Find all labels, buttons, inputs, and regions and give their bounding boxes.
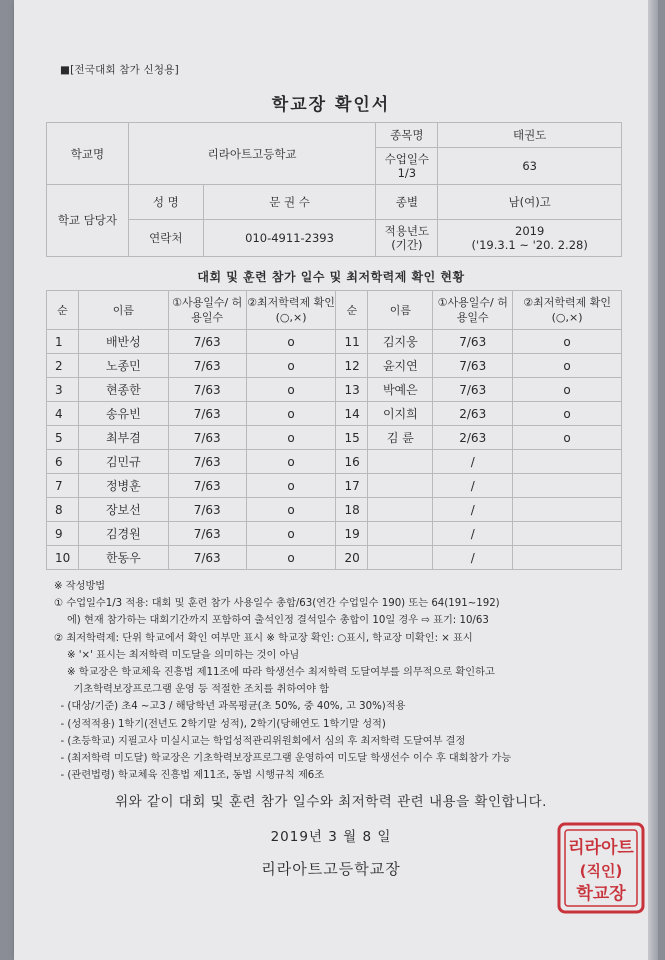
header-days: ①사용일수/ 허용일수 bbox=[168, 291, 246, 330]
school-name-label: 학교명 bbox=[47, 123, 129, 185]
student-name: 김지웅 bbox=[368, 330, 433, 354]
roster-no: 9 bbox=[47, 522, 79, 546]
table-row bbox=[47, 498, 622, 522]
form-usage-note: ■[전국대회 참가 신청용] bbox=[60, 64, 179, 76]
used-days: 2/63 bbox=[433, 402, 513, 426]
instruction-line: - (최저학력 미도달) 학교장은 기초학력보장프로그램 운영하여 미도달 학생선수 이수 후 대회참가 가능 bbox=[54, 753, 512, 765]
academic-check: o bbox=[246, 330, 336, 354]
academic-check: o bbox=[513, 426, 622, 450]
instruction-line: 에) 현재 참가하는 대회기간까지 포함하여 출석인정 결석일수 총합이 10일 경우 ⇨ 표기: 10/63 bbox=[54, 615, 489, 627]
instruction-line: - (초등학교) 지필고사 미실시교는 학업성적관리위원회에서 심의 후 최저학력 도달여부 결정 bbox=[54, 735, 466, 747]
period-year: 2019 bbox=[515, 224, 545, 238]
academic-check: o bbox=[246, 402, 336, 426]
used-days: 7/63 bbox=[168, 330, 246, 354]
used-days: 7/63 bbox=[168, 474, 246, 498]
instruction-line: 기초학력보장프로그램 운영 등 적절한 조치를 취하여야 함 bbox=[54, 684, 330, 696]
used-days: 7/63 bbox=[168, 522, 246, 546]
roster-section-title: 대회 및 훈련 참가 일수 및 최저학력제 확인 현황 bbox=[197, 270, 465, 284]
class-days-value: 63 bbox=[438, 148, 622, 185]
used-days: 7/63 bbox=[433, 378, 513, 402]
document-page bbox=[14, 0, 648, 960]
school-name-value: 리라아트고등학교 bbox=[128, 123, 376, 185]
academic-check: o bbox=[246, 426, 336, 450]
instruction-line: ② 최저학력제: 단위 학교에서 확인 여부만 표시 ※ 학교장 확인: ○표시, 학교장 미확인: × 표시 bbox=[54, 632, 473, 644]
academic-check bbox=[513, 498, 622, 522]
used-days: 7/63 bbox=[168, 498, 246, 522]
staff-name-label: 성 명 bbox=[128, 185, 203, 220]
period-label: 적용년도 (기간) bbox=[376, 220, 438, 257]
academic-check: o bbox=[246, 522, 336, 546]
header-no: 순 bbox=[336, 291, 368, 330]
student-name bbox=[368, 450, 433, 474]
roster-no: 3 bbox=[47, 378, 79, 402]
academic-check: o bbox=[513, 378, 622, 402]
instruction-line: ※ 학교장은 학교체육 진흥법 제11조에 따라 학생선수 최저학력 도달여부를 의무적으로 확인하고 bbox=[54, 667, 495, 679]
used-days: / bbox=[433, 546, 513, 570]
table-row bbox=[47, 330, 622, 354]
used-days: 7/63 bbox=[168, 426, 246, 450]
student-name: 현종한 bbox=[78, 378, 168, 402]
roster-body bbox=[47, 330, 622, 570]
table-row bbox=[47, 426, 622, 450]
table-row bbox=[47, 402, 622, 426]
academic-check bbox=[513, 522, 622, 546]
student-name bbox=[368, 474, 433, 498]
header-check: ②최저학력제 확인(○,×) bbox=[246, 291, 336, 330]
seal-text-top: 리라아트 bbox=[568, 838, 634, 858]
staff-contact-value: 010-4911-2393 bbox=[203, 220, 376, 257]
student-name: 한동우 bbox=[78, 546, 168, 570]
instruction-line: - (대상/기준) 초4 ~고3 / 해당학년 과목평균(초 50%, 중 40%, 고 30%)적용 bbox=[54, 701, 406, 713]
participation-roster-table bbox=[46, 290, 622, 570]
academic-check: o bbox=[513, 402, 622, 426]
school-info-table bbox=[46, 122, 622, 257]
header-name: 이름 bbox=[78, 291, 168, 330]
roster-no: 13 bbox=[336, 378, 368, 402]
gender-value: 남(여)고 bbox=[438, 185, 622, 220]
roster-no: 10 bbox=[47, 546, 79, 570]
roster-no: 14 bbox=[336, 402, 368, 426]
used-days: 7/63 bbox=[168, 354, 246, 378]
roster-no: 19 bbox=[336, 522, 368, 546]
student-name: 김 륜 bbox=[368, 426, 433, 450]
table-row bbox=[47, 450, 622, 474]
academic-check bbox=[513, 450, 622, 474]
table-row bbox=[47, 474, 622, 498]
sport-value: 태권도 bbox=[438, 123, 622, 148]
student-name: 이지희 bbox=[368, 402, 433, 426]
student-name: 정병훈 bbox=[78, 474, 168, 498]
roster-no: 4 bbox=[47, 402, 79, 426]
academic-check: o bbox=[513, 330, 622, 354]
staff-name-value: 문 권 수 bbox=[203, 185, 376, 220]
roster-header-row bbox=[47, 291, 622, 330]
roster-no: 7 bbox=[47, 474, 79, 498]
used-days: / bbox=[433, 450, 513, 474]
roster-no: 20 bbox=[336, 546, 368, 570]
academic-check bbox=[513, 474, 622, 498]
instruction-line: ※ '×' 표시는 최저학력 미도달을 의미하는 것이 아님 bbox=[54, 649, 300, 661]
used-days: 7/63 bbox=[433, 330, 513, 354]
principal-signature: 리라아트고등학교장 bbox=[261, 860, 401, 878]
period-range: ('19.3.1 ~ '20. 2.28) bbox=[471, 238, 588, 252]
document-title: 학교장 확인서 bbox=[271, 95, 391, 115]
academic-check: o bbox=[246, 378, 336, 402]
student-name: 박예은 bbox=[368, 378, 433, 402]
used-days: 7/63 bbox=[168, 450, 246, 474]
academic-check bbox=[513, 546, 622, 570]
student-name: 배반성 bbox=[78, 330, 168, 354]
header-no: 순 bbox=[47, 291, 79, 330]
table-row bbox=[47, 354, 622, 378]
header-days: ①사용일수/ 허용일수 bbox=[433, 291, 513, 330]
used-days: 7/63 bbox=[168, 546, 246, 570]
student-name: 최부겸 bbox=[78, 426, 168, 450]
used-days: / bbox=[433, 474, 513, 498]
staff-label: 학교 담당자 bbox=[47, 185, 129, 257]
confirmation-statement: 위와 같이 대회 및 훈련 참가 일수와 최저학력 관련 내용을 확인합니다. bbox=[115, 794, 547, 810]
roster-no: 16 bbox=[336, 450, 368, 474]
staff-contact-label: 연락처 bbox=[128, 220, 203, 257]
instruction-line: ① 수업일수1/3 적용: 대회 및 훈련 참가 사용일수 총합/63(연간 수업일수 190) 또는 64(191~192) bbox=[54, 598, 500, 610]
class-days-label: 수업일수 1/3 bbox=[376, 148, 438, 185]
academic-check: o bbox=[246, 450, 336, 474]
seal-text-bottom: 학교장 bbox=[576, 884, 626, 904]
used-days: / bbox=[433, 498, 513, 522]
student-name: 장보선 bbox=[78, 498, 168, 522]
roster-no: 11 bbox=[336, 330, 368, 354]
table-row bbox=[47, 522, 622, 546]
roster-no: 15 bbox=[336, 426, 368, 450]
roster-no: 8 bbox=[47, 498, 79, 522]
table-row bbox=[47, 546, 622, 570]
confirmation-date: 2019년 3 월 8 일 bbox=[270, 829, 392, 845]
header-check: ②최저학력제 확인(○,×) bbox=[513, 291, 622, 330]
academic-check: o bbox=[246, 474, 336, 498]
header-name: 이름 bbox=[368, 291, 433, 330]
roster-no: 1 bbox=[47, 330, 79, 354]
academic-check: o bbox=[246, 498, 336, 522]
official-seal-stamp bbox=[555, 820, 647, 916]
roster-no: 6 bbox=[47, 450, 79, 474]
seal-text-middle: (직인) bbox=[579, 862, 623, 880]
used-days: 7/63 bbox=[168, 402, 246, 426]
student-name: 김민규 bbox=[78, 450, 168, 474]
academic-check: o bbox=[246, 546, 336, 570]
student-name bbox=[368, 546, 433, 570]
roster-no: 5 bbox=[47, 426, 79, 450]
student-name: 송유빈 bbox=[78, 402, 168, 426]
academic-check: o bbox=[246, 354, 336, 378]
student-name: 김경원 bbox=[78, 522, 168, 546]
table-row bbox=[47, 378, 622, 402]
student-name bbox=[368, 522, 433, 546]
roster-no: 12 bbox=[336, 354, 368, 378]
sport-label: 종목명 bbox=[376, 123, 438, 148]
instruction-line: - (성적적용) 1학기(전년도 2학기말 성적), 2학기(당해연도 1학기말 성적) bbox=[54, 718, 386, 730]
writing-instructions bbox=[54, 578, 639, 784]
student-name: 노종민 bbox=[78, 354, 168, 378]
used-days: 7/63 bbox=[433, 354, 513, 378]
period-value bbox=[438, 220, 622, 257]
used-days: / bbox=[433, 522, 513, 546]
student-name: 윤지연 bbox=[368, 354, 433, 378]
used-days: 7/63 bbox=[168, 378, 246, 402]
student-name bbox=[368, 498, 433, 522]
academic-check: o bbox=[513, 354, 622, 378]
instruction-line: - (관련법령) 학교체육 진흥법 제11조, 동법 시행규칙 제6조 bbox=[54, 770, 325, 782]
roster-no: 2 bbox=[47, 354, 79, 378]
gender-label: 종별 bbox=[376, 185, 438, 220]
roster-no: 18 bbox=[336, 498, 368, 522]
instruction-line: ※ 작성방법 bbox=[54, 581, 106, 592]
roster-no: 17 bbox=[336, 474, 368, 498]
used-days: 2/63 bbox=[433, 426, 513, 450]
